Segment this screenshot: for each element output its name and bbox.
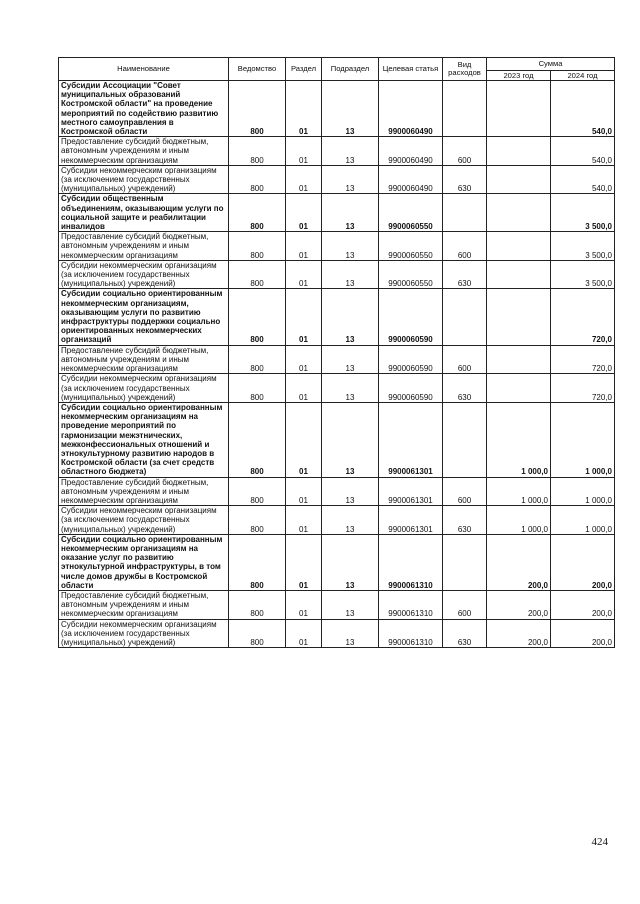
cell-sum-2023 <box>487 165 551 194</box>
cell-expense-type: 630 <box>443 260 487 289</box>
cell-dept: 800 <box>229 137 286 166</box>
cell-dept: 800 <box>229 619 286 648</box>
cell-dept: 800 <box>229 260 286 289</box>
cell-dept: 800 <box>229 345 286 374</box>
cell-target: 9900060550 <box>379 194 443 232</box>
header-subsection: Подраздел <box>322 58 379 81</box>
cell-sum-2024: 540,0 <box>551 165 615 194</box>
cell-sum-2023: 200,0 <box>487 590 551 619</box>
cell-target: 9900060490 <box>379 81 443 137</box>
cell-target: 9900061310 <box>379 534 443 590</box>
cell-sum-2024: 540,0 <box>551 81 615 137</box>
cell-section: 01 <box>286 289 322 345</box>
cell-dept: 800 <box>229 289 286 345</box>
cell-sum-2024: 540,0 <box>551 137 615 166</box>
cell-dept: 800 <box>229 590 286 619</box>
cell-name: Субсидии социально ориентированным некоммерческим организациям на оказание услуг по развитию этнокультурной инфраструктуры, в том числе домов дружбы в Костромской области <box>59 534 229 590</box>
table-row <box>59 232 615 261</box>
cell-expense-type: 600 <box>443 137 487 166</box>
table-row <box>59 194 615 232</box>
cell-expense-type: 630 <box>443 374 487 403</box>
cell-sum-2024: 720,0 <box>551 289 615 345</box>
cell-sum-2024: 200,0 <box>551 619 615 648</box>
header-target: Целевая статья <box>379 58 443 81</box>
cell-section: 01 <box>286 534 322 590</box>
cell-sum-2024: 720,0 <box>551 374 615 403</box>
table-row <box>59 81 615 137</box>
cell-sum-2024: 3 500,0 <box>551 260 615 289</box>
header-section: Раздел <box>286 58 322 81</box>
cell-expense-type: 600 <box>443 232 487 261</box>
cell-name: Субсидии некоммерческим организациям (за исключением государственных (муниципальных) учреждений) <box>59 165 229 194</box>
cell-sum-2023 <box>487 289 551 345</box>
cell-expense-type: 630 <box>443 506 487 535</box>
cell-section: 01 <box>286 477 322 506</box>
cell-dept: 800 <box>229 477 286 506</box>
cell-name: Предоставление субсидий бюджетным, автономным учреждениям и иным некоммерческим организациям <box>59 232 229 261</box>
header-year-2024: 2024 год <box>551 71 615 81</box>
cell-sum-2023: 1 000,0 <box>487 402 551 477</box>
cell-sum-2024: 3 500,0 <box>551 194 615 232</box>
cell-target: 9900060590 <box>379 374 443 403</box>
table-body <box>59 81 615 648</box>
cell-sum-2023: 1 000,0 <box>487 506 551 535</box>
cell-target: 9900060490 <box>379 165 443 194</box>
cell-sum-2024: 3 500,0 <box>551 232 615 261</box>
cell-name: Предоставление субсидий бюджетным, автономным учреждениям и иным некоммерческим организациям <box>59 477 229 506</box>
cell-sum-2024: 1 000,0 <box>551 506 615 535</box>
cell-subsection: 13 <box>322 260 379 289</box>
cell-sum-2023 <box>487 345 551 374</box>
cell-subsection: 13 <box>322 477 379 506</box>
cell-dept: 800 <box>229 534 286 590</box>
cell-sum-2023 <box>487 374 551 403</box>
cell-dept: 800 <box>229 232 286 261</box>
cell-name: Субсидии социально ориентированным некоммерческим организациям, оказывающим услуги по развитию инфраструктуры поддержки социально ориентированных некоммерческих организаций <box>59 289 229 345</box>
header-year-2023: 2023 год <box>487 71 551 81</box>
cell-section: 01 <box>286 81 322 137</box>
cell-sum-2023 <box>487 81 551 137</box>
header-name: Наименование <box>59 58 229 81</box>
cell-target: 9900061301 <box>379 506 443 535</box>
cell-target: 9900060550 <box>379 232 443 261</box>
cell-name: Субсидии некоммерческим организациям (за исключением государственных (муниципальных) учреждений) <box>59 260 229 289</box>
cell-section: 01 <box>286 590 322 619</box>
cell-target: 9900061310 <box>379 619 443 648</box>
cell-dept: 800 <box>229 402 286 477</box>
cell-dept: 800 <box>229 81 286 137</box>
table-row <box>59 590 615 619</box>
cell-name: Предоставление субсидий бюджетным, автономным учреждениям и иным некоммерческим организациям <box>59 137 229 166</box>
header-expense-type: Вид расходов <box>443 58 487 81</box>
cell-name: Субсидии некоммерческим организациям (за исключением государственных (муниципальных) учреждений) <box>59 506 229 535</box>
cell-target: 9900060590 <box>379 345 443 374</box>
cell-dept: 800 <box>229 374 286 403</box>
cell-target: 9900060490 <box>379 137 443 166</box>
cell-section: 01 <box>286 260 322 289</box>
cell-target: 9900060590 <box>379 289 443 345</box>
cell-sum-2023: 1 000,0 <box>487 477 551 506</box>
cell-name: Предоставление субсидий бюджетным, автономным учреждениям и иным некоммерческим организациям <box>59 590 229 619</box>
table-row <box>59 619 615 648</box>
cell-subsection: 13 <box>322 81 379 137</box>
cell-sum-2023: 200,0 <box>487 619 551 648</box>
table-row <box>59 260 615 289</box>
cell-subsection: 13 <box>322 590 379 619</box>
table-row <box>59 374 615 403</box>
cell-dept: 800 <box>229 506 286 535</box>
cell-dept: 800 <box>229 194 286 232</box>
table-row <box>59 402 615 477</box>
cell-name: Субсидии социально ориентированным некоммерческим организациям на проведение мероприятий по гармонизации межэтнических, межконфессиональных отношений и этнокультурному развитию народов в Костромской области (за счет средств областного бюджета) <box>59 402 229 477</box>
cell-target: 9900060550 <box>379 260 443 289</box>
header-dept: Ведомство <box>229 58 286 81</box>
header-sum: Сумма <box>487 58 615 71</box>
cell-name: Предоставление субсидий бюджетным, автономным учреждениям и иным некоммерческим организациям <box>59 345 229 374</box>
cell-subsection: 13 <box>322 374 379 403</box>
table-header <box>59 58 615 81</box>
cell-section: 01 <box>286 374 322 403</box>
cell-sum-2024: 720,0 <box>551 345 615 374</box>
cell-sum-2023 <box>487 260 551 289</box>
cell-sum-2023 <box>487 137 551 166</box>
cell-expense-type: 600 <box>443 345 487 374</box>
cell-expense-type <box>443 289 487 345</box>
cell-subsection: 13 <box>322 506 379 535</box>
cell-sum-2023 <box>487 232 551 261</box>
table-row <box>59 345 615 374</box>
cell-section: 01 <box>286 506 322 535</box>
cell-expense-type: 600 <box>443 590 487 619</box>
table-row <box>59 477 615 506</box>
cell-section: 01 <box>286 232 322 261</box>
cell-name: Субсидии некоммерческим организациям (за исключением государственных (муниципальных) учреждений) <box>59 374 229 403</box>
cell-section: 01 <box>286 619 322 648</box>
cell-sum-2024: 200,0 <box>551 590 615 619</box>
cell-section: 01 <box>286 165 322 194</box>
cell-name: Субсидии Ассоциации "Совет муниципальных образований Костромской области" на проведение мероприятий по содействию развитию местного самоуправления в Костромской области <box>59 81 229 137</box>
cell-expense-type: 600 <box>443 477 487 506</box>
cell-name: Субсидии некоммерческим организациям (за исключением государственных (муниципальных) учреждений) <box>59 619 229 648</box>
cell-subsection: 13 <box>322 165 379 194</box>
cell-section: 01 <box>286 345 322 374</box>
cell-sum-2023 <box>487 194 551 232</box>
cell-subsection: 13 <box>322 402 379 477</box>
table-row <box>59 137 615 166</box>
cell-section: 01 <box>286 194 322 232</box>
table-row <box>59 506 615 535</box>
cell-expense-type <box>443 194 487 232</box>
cell-expense-type: 630 <box>443 619 487 648</box>
table-row <box>59 534 615 590</box>
cell-expense-type <box>443 81 487 137</box>
cell-subsection: 13 <box>322 345 379 374</box>
cell-sum-2024: 200,0 <box>551 534 615 590</box>
cell-expense-type <box>443 534 487 590</box>
budget-table <box>58 57 615 648</box>
cell-subsection: 13 <box>322 289 379 345</box>
cell-section: 01 <box>286 402 322 477</box>
cell-sum-2024: 1 000,0 <box>551 477 615 506</box>
cell-subsection: 13 <box>322 232 379 261</box>
cell-sum-2024: 1 000,0 <box>551 402 615 477</box>
cell-sum-2023: 200,0 <box>487 534 551 590</box>
cell-target: 9900061301 <box>379 402 443 477</box>
table-row <box>59 165 615 194</box>
cell-section: 01 <box>286 137 322 166</box>
cell-expense-type: 630 <box>443 165 487 194</box>
cell-subsection: 13 <box>322 194 379 232</box>
cell-expense-type <box>443 402 487 477</box>
cell-subsection: 13 <box>322 534 379 590</box>
cell-subsection: 13 <box>322 619 379 648</box>
page-number: 424 <box>591 836 608 848</box>
table-row <box>59 289 615 345</box>
cell-subsection: 13 <box>322 137 379 166</box>
cell-dept: 800 <box>229 165 286 194</box>
cell-name: Субсидии общественным объединениям, оказывающим услуги по социальной защите и реабилитации инвалидов <box>59 194 229 232</box>
cell-target: 9900061310 <box>379 590 443 619</box>
cell-target: 9900061301 <box>379 477 443 506</box>
